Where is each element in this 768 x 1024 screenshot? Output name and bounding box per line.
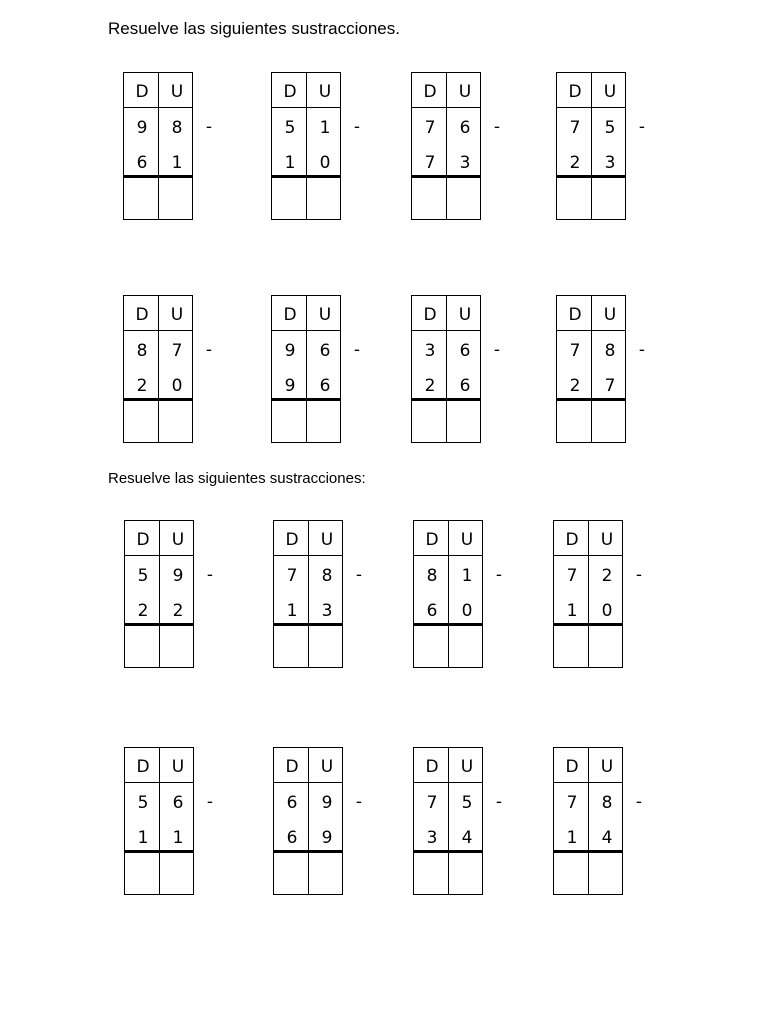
column-label-units: U <box>460 757 474 777</box>
column-label-units: U <box>600 530 614 550</box>
column-label-tens: D <box>285 757 299 777</box>
minuend-tens: 5 <box>137 566 149 586</box>
subtrahend-tens: 3 <box>426 828 438 848</box>
column-label-units: U <box>603 305 617 325</box>
subtraction-problem <box>273 747 373 897</box>
subtraction-problem <box>273 520 373 670</box>
subtraction-problem <box>411 72 511 222</box>
minuend-units: 8 <box>604 341 616 361</box>
minus-sign: - <box>493 340 501 360</box>
subtrahend-units: 4 <box>601 828 613 848</box>
minus-sign: - <box>638 340 646 360</box>
minuend-units: 5 <box>604 118 616 138</box>
minus-sign: - <box>635 792 643 812</box>
column-label-tens: D <box>135 82 149 102</box>
minuend-units: 9 <box>321 793 333 813</box>
column-label-tens: D <box>136 757 150 777</box>
subtrahend-tens: 6 <box>426 601 438 621</box>
subtrahend-units: 1 <box>172 828 184 848</box>
subtraction-problem <box>556 72 656 222</box>
place-value-grid <box>556 295 626 443</box>
minus-sign: - <box>638 117 646 137</box>
minus-sign: - <box>495 565 503 585</box>
minus-sign: - <box>495 792 503 812</box>
minuend-tens: 7 <box>566 793 578 813</box>
subtraction-problem <box>553 747 653 897</box>
minuend-units: 7 <box>171 341 183 361</box>
subtraction-problem <box>123 295 223 445</box>
subtrahend-tens: 7 <box>424 153 436 173</box>
column-label-units: U <box>458 82 472 102</box>
place-value-grid <box>413 520 483 668</box>
minus-sign: - <box>353 340 361 360</box>
minuend-tens: 5 <box>284 118 296 138</box>
place-value-grid <box>273 747 343 895</box>
minus-sign: - <box>205 340 213 360</box>
column-label-tens: D <box>136 530 150 550</box>
column-label-units: U <box>460 530 474 550</box>
subtrahend-tens: 2 <box>136 376 148 396</box>
minus-sign: - <box>205 117 213 137</box>
subtrahend-units: 1 <box>171 153 183 173</box>
column-label-tens: D <box>285 530 299 550</box>
place-value-grid <box>271 295 341 443</box>
subtrahend-tens: 2 <box>424 376 436 396</box>
minuend-units: 8 <box>171 118 183 138</box>
subtrahend-tens: 1 <box>566 828 578 848</box>
minus-sign: - <box>206 792 214 812</box>
column-label-units: U <box>318 305 332 325</box>
minuend-units: 1 <box>461 566 473 586</box>
column-label-units: U <box>600 757 614 777</box>
subtrahend-units: 6 <box>459 376 471 396</box>
subtrahend-units: 4 <box>461 828 473 848</box>
place-value-grid <box>124 520 194 668</box>
subtrahend-tens: 1 <box>286 601 298 621</box>
column-label-units: U <box>170 305 184 325</box>
worksheet-heading-2: Resuelve las siguientes sustracciones: <box>108 470 366 487</box>
minuend-units: 2 <box>601 566 613 586</box>
column-label-tens: D <box>135 305 149 325</box>
column-label-units: U <box>458 305 472 325</box>
column-label-tens: D <box>425 757 439 777</box>
subtrahend-tens: 1 <box>284 153 296 173</box>
column-label-tens: D <box>568 305 582 325</box>
subtrahend-units: 6 <box>319 376 331 396</box>
subtrahend-units: 9 <box>321 828 333 848</box>
subtrahend-tens: 2 <box>137 601 149 621</box>
minus-sign: - <box>493 117 501 137</box>
minuend-tens: 7 <box>424 118 436 138</box>
subtrahend-tens: 6 <box>286 828 298 848</box>
column-label-units: U <box>170 82 184 102</box>
subtrahend-units: 0 <box>461 601 473 621</box>
minuend-tens: 7 <box>569 118 581 138</box>
minuend-units: 8 <box>321 566 333 586</box>
column-label-units: U <box>320 757 334 777</box>
subtrahend-units: 3 <box>604 153 616 173</box>
minuend-tens: 8 <box>136 341 148 361</box>
minuend-units: 6 <box>319 341 331 361</box>
minus-sign: - <box>635 565 643 585</box>
place-value-grid <box>271 72 341 220</box>
minuend-tens: 7 <box>426 793 438 813</box>
place-value-grid <box>411 72 481 220</box>
minuend-tens: 8 <box>426 566 438 586</box>
minuend-tens: 7 <box>286 566 298 586</box>
place-value-grid <box>411 295 481 443</box>
column-label-tens: D <box>425 530 439 550</box>
minus-sign: - <box>355 565 363 585</box>
place-value-grid <box>413 747 483 895</box>
column-label-tens: D <box>565 757 579 777</box>
minus-sign: - <box>206 565 214 585</box>
subtrahend-tens: 9 <box>284 376 296 396</box>
minuend-tens: 7 <box>566 566 578 586</box>
column-label-tens: D <box>565 530 579 550</box>
subtraction-problem <box>556 295 656 445</box>
place-value-grid <box>553 747 623 895</box>
subtrahend-units: 3 <box>459 153 471 173</box>
column-label-units: U <box>320 530 334 550</box>
column-label-units: U <box>171 757 185 777</box>
subtrahend-tens: 2 <box>569 376 581 396</box>
subtrahend-tens: 6 <box>136 153 148 173</box>
subtraction-problem <box>123 72 223 222</box>
minuend-tens: 9 <box>284 341 296 361</box>
minus-sign: - <box>355 792 363 812</box>
place-value-grid <box>273 520 343 668</box>
subtraction-problem <box>413 747 513 897</box>
minuend-tens: 5 <box>137 793 149 813</box>
place-value-grid <box>553 520 623 668</box>
column-label-tens: D <box>423 305 437 325</box>
place-value-grid <box>124 747 194 895</box>
subtrahend-units: 0 <box>171 376 183 396</box>
minuend-units: 8 <box>601 793 613 813</box>
minuend-units: 5 <box>461 793 473 813</box>
column-label-units: U <box>603 82 617 102</box>
minuend-tens: 3 <box>424 341 436 361</box>
subtrahend-units: 0 <box>319 153 331 173</box>
minuend-tens: 6 <box>286 793 298 813</box>
worksheet-heading-1: Resuelve las siguientes sustracciones. <box>108 19 400 38</box>
subtrahend-units: 0 <box>601 601 613 621</box>
column-label-units: U <box>171 530 185 550</box>
subtrahend-units: 2 <box>172 601 184 621</box>
place-value-grid <box>123 295 193 443</box>
subtraction-problem <box>124 747 224 897</box>
column-label-tens: D <box>423 82 437 102</box>
column-label-tens: D <box>568 82 582 102</box>
place-value-grid <box>556 72 626 220</box>
subtraction-problem <box>553 520 653 670</box>
subtrahend-units: 3 <box>321 601 333 621</box>
subtraction-problem <box>271 72 371 222</box>
subtraction-problem <box>271 295 371 445</box>
minuend-units: 6 <box>459 118 471 138</box>
minuend-units: 6 <box>459 341 471 361</box>
minus-sign: - <box>353 117 361 137</box>
column-label-units: U <box>318 82 332 102</box>
minuend-units: 9 <box>172 566 184 586</box>
column-label-tens: D <box>283 305 297 325</box>
subtrahend-units: 7 <box>604 376 616 396</box>
subtrahend-tens: 2 <box>569 153 581 173</box>
minuend-units: 6 <box>172 793 184 813</box>
subtrahend-tens: 1 <box>137 828 149 848</box>
subtrahend-tens: 1 <box>566 601 578 621</box>
column-label-tens: D <box>283 82 297 102</box>
subtraction-problem <box>413 520 513 670</box>
minuend-tens: 9 <box>136 118 148 138</box>
place-value-grid <box>123 72 193 220</box>
subtraction-problem <box>124 520 224 670</box>
minuend-tens: 7 <box>569 341 581 361</box>
minuend-units: 1 <box>319 118 331 138</box>
subtraction-problem <box>411 295 511 445</box>
